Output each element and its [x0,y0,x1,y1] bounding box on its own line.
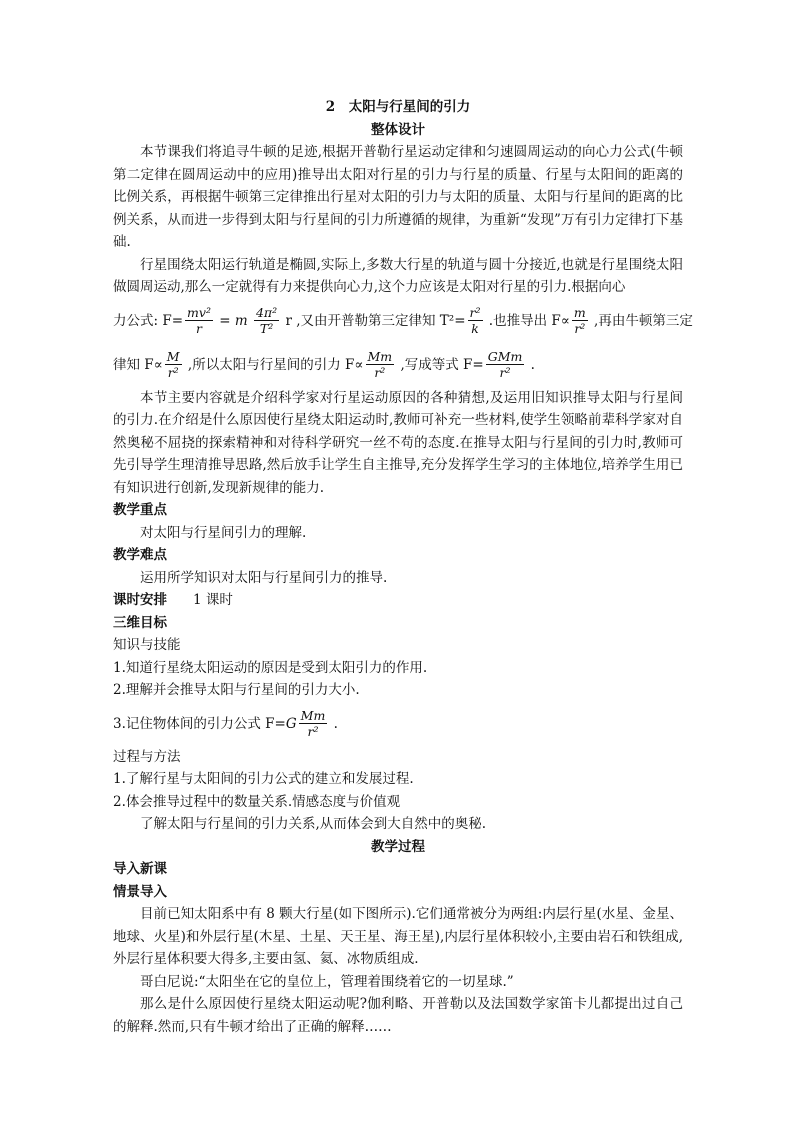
fraction-GMm-r2: $\frac{\text{GMm}}{\text{r²}}$ [487,349,523,380]
goal-item-3: 3.记住物体间的引力公式 F= G $\frac{Mm}{\text{r²}}$ . [113,708,338,739]
goal-process-heading: 过程与方法 [113,748,181,765]
process-item-3: 了解太阳与行星间的引力关系,从而体会到大自然中的奥秘. [140,816,487,832]
fraction-goal-Mm-r2: $\frac{Mm}{\text{r²}}$ [300,708,326,739]
goal-item-2: 2.理解并会推导太阳与行星间的引力大小. [113,682,360,698]
formula-line-gravitation: 律知 F∝ $\frac{M}{\text{r²}}$ ,所以太阳与行星间的引力 F∝ $\frac{Mm}{\text{r²}}$ ,写成等式 F= $\frac{\text{GMm}}{\text{r²}}$ . [113,349,535,380]
section-heading-process: 教学过程 [371,838,425,855]
key-points-text: 对太阳与行星间引力的理解. [140,524,307,541]
goal-item-1: 1.知道行星绕太阳运动的原因是受到太阳引力的作用. [113,659,428,676]
fraction-4pi2-T2: $\frac{\text{4π²}}{\text{T²}}$ [255,305,278,336]
fraction-M-r2: $\frac{M}{\text{r²}}$ [166,349,180,380]
fraction-m-r2: $\frac{m}{\text{r²}}$ [573,305,586,336]
heading-scene: 情景导入 [113,883,167,900]
formula-line-centripetal: 力公式: F= $\frac{\text{mv²}}{r}$ = m $\frac{\text{4π²}}{\text{T²}}$ r ,又由开普勒第三定律知 T²= $\frac{\text{r²}}{k}$ .也推导出 F∝ $\frac{m}{\text{r²}}$ ,再由牛顿第三定 [113,305,693,336]
difficulties-text: 运用所学知识对太阳与行星间引力的推导. [140,569,388,586]
heading-intro: 导入新课 [113,861,167,877]
paragraph-copernicus: 哥白尼说:“太阳坐在它的皇位上，管理着围绕着它的一切星球.” [140,973,514,990]
heading-key-points: 教学重点 [113,502,167,518]
paragraph-question: 那么是什么原因使行星绕太阳运动呢?伽利略、开普勒以及法国数学家笛卡儿都提出过自己的解释.然而,只有牛顿才给出了正确的解释…… [113,996,683,1035]
paragraph-content: 本节主要内容就是介绍科学家对行星运动原因的各种猜想,及运用旧知识推导太阳与行星间的引力.在介绍是什么原因使行星绕太阳运动时,教师可补充一些材料,使学生领略前辈科学家对自然奥秘不屈挠的探索精神和对待科学研究一丝不苟的态度.在推导太阳与行星间的引力时,教师可先引导学生理清推导思路,然后放手让学生自主推导,充分发挥学生学习的主体地位,培养学生用已有知识进行创新,发现新规律的能力. [113,389,683,496]
fraction-mv2-r: $\frac{\text{mv²}}{r}$ [187,305,211,336]
schedule-line [113,589,683,612]
heading-schedule: 课时安排 [113,592,167,608]
process-item-2: 2.体会推导过程中的数量关系.情感态度与价值观 [113,793,401,810]
goal-knowledge-heading: 知识与技能 [113,637,181,653]
document-page [113,96,693,1038]
fraction-r2-k: $\frac{\text{r²}}{k}$ [469,305,481,336]
section-heading-overall: 整体设计 [371,121,425,138]
process-item-1: 1.了解行星与太阳间的引力公式的建立和发展过程. [113,771,414,787]
paragraph-planets: 目前已知太阳系中有 8 颗大行星(如下图所示).它们通常被分为两组:内层行星(水星、金星、地球、火星)和外层行星(木星、土星、天王星、海王星),内层行星体积较小,主要由岩石和铁组成,外层行星体积要大得多,主要由氢、氦、冰物质组成. [113,906,683,967]
schedule-text: 1 课时 [193,592,233,608]
fraction-Mm-r2: $\frac{Mm}{\text{r²}}$ [367,349,393,380]
paragraph-intro: 本节课我们将追寻牛顿的足迹,根据开普勒行星运动定律和匀速圆周运动的向心力公式(牛顿第二定律在圆周运动中的应用)推导出太阳对行星的引力与行星的质量、行星与太阳间的距离的比例关系，再根据牛顿第三定律推出行星对太阳的引力与太阳的质量、太阳与行星间的距离的比例关系，从而进一步得到太阳与行星间的引力所遵循的规律，为重新“发现”万有引力定律打下基础. [113,144,683,250]
paragraph-orbit: 行星围绕太阳运行轨道是椭圆,实际上,多数大行星的轨道与圆十分接近,也就是行星围绕太阳做圆周运动,那么一定就得有力来提供向心力,这个力应该是太阳对行星的引力.根据向心 [113,256,683,295]
doc-title: 2 太阳与行星间的引力 [325,99,471,115]
heading-goals: 三维目标 [113,614,167,631]
heading-difficulties: 教学难点 [113,547,167,563]
